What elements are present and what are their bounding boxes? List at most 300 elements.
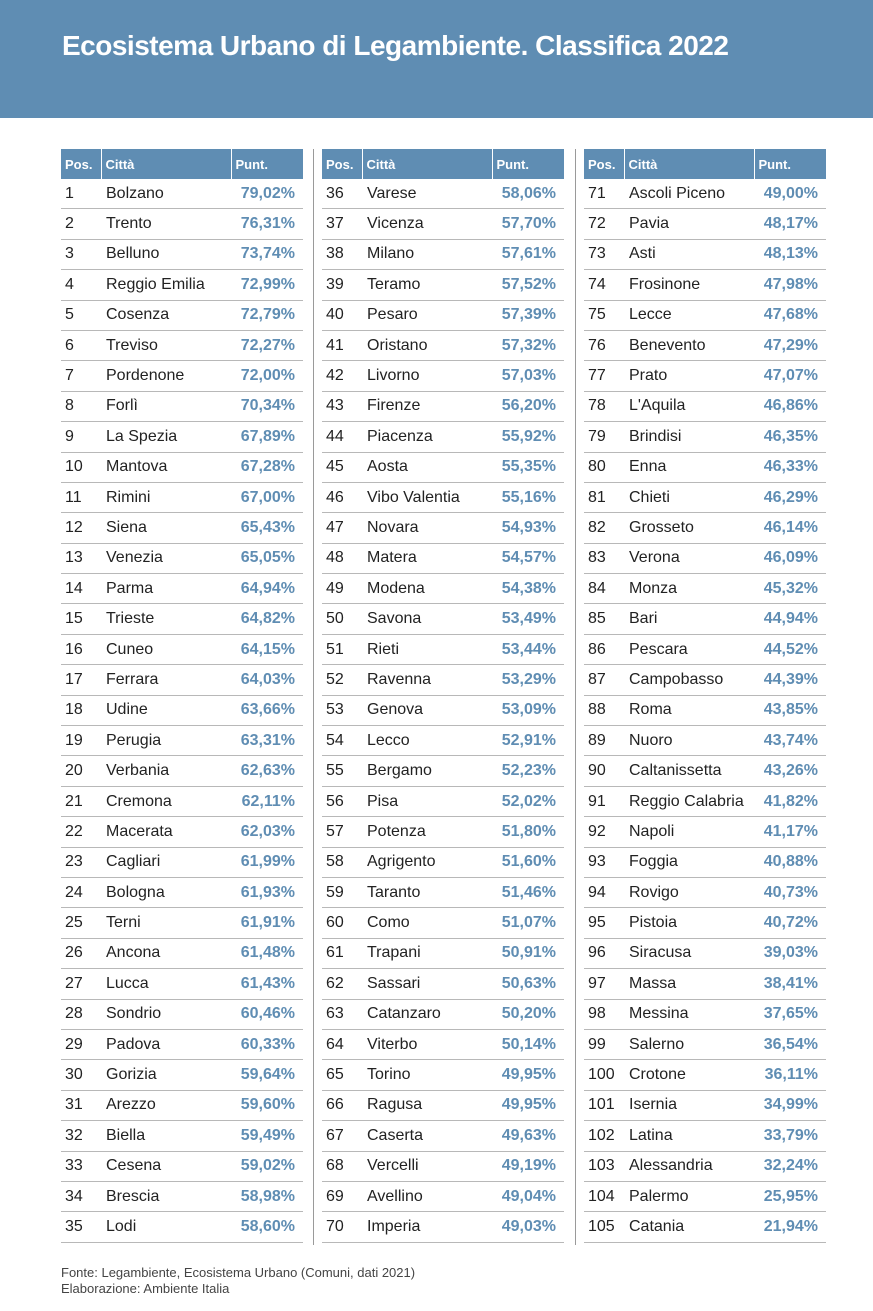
city-cell: Piacenza (362, 422, 492, 452)
score-cell: 58,06% (492, 179, 564, 209)
rank-cell: 11 (61, 482, 101, 512)
table-row (61, 786, 303, 816)
city-cell: Livorno (362, 361, 492, 391)
table-row (322, 574, 564, 604)
score-cell: 47,29% (754, 330, 826, 360)
score-cell: 46,29% (754, 482, 826, 512)
city-cell: Pavia (624, 209, 754, 239)
table-row (61, 756, 303, 786)
header-pos: Pos. (322, 149, 362, 179)
city-cell: Bergamo (362, 756, 492, 786)
score-cell: 50,14% (492, 1029, 564, 1059)
city-cell: Belluno (101, 239, 231, 269)
table-row (322, 239, 564, 269)
table-row (322, 938, 564, 968)
city-cell: Terni (101, 908, 231, 938)
table-row (584, 999, 826, 1029)
rank-cell: 56 (322, 786, 362, 816)
city-cell: Ascoli Piceno (624, 179, 754, 209)
rank-cell: 90 (584, 756, 624, 786)
score-cell: 57,32% (492, 330, 564, 360)
table-row (584, 452, 826, 482)
score-cell: 43,74% (754, 726, 826, 756)
table-row (61, 361, 303, 391)
city-cell: Cremona (101, 786, 231, 816)
score-cell: 57,61% (492, 239, 564, 269)
table-row (61, 634, 303, 664)
city-cell: Reggio Calabria (624, 786, 754, 816)
city-cell: Trento (101, 209, 231, 239)
city-cell: Rovigo (624, 877, 754, 907)
city-cell: Teramo (362, 270, 492, 300)
score-cell: 49,04% (492, 1181, 564, 1211)
table-row (584, 361, 826, 391)
city-cell: Campobasso (624, 665, 754, 695)
city-cell: Avellino (362, 1181, 492, 1211)
rank-cell: 30 (61, 1060, 101, 1090)
rank-cell: 25 (61, 908, 101, 938)
score-cell: 54,57% (492, 543, 564, 573)
rank-cell: 78 (584, 391, 624, 421)
score-cell: 61,43% (231, 969, 303, 999)
city-cell: Rieti (362, 634, 492, 664)
rank-cell: 15 (61, 604, 101, 634)
table-row (322, 1060, 564, 1090)
table-row (322, 1029, 564, 1059)
ranking-table-2 (322, 149, 564, 1243)
header-score: Punt. (231, 149, 303, 179)
score-cell: 51,80% (492, 817, 564, 847)
city-cell: Novara (362, 513, 492, 543)
table-row (61, 604, 303, 634)
city-cell: Pistoia (624, 908, 754, 938)
score-cell: 61,91% (231, 908, 303, 938)
rank-cell: 37 (322, 209, 362, 239)
city-cell: Genova (362, 695, 492, 725)
table-row (584, 1121, 826, 1151)
rank-cell: 43 (322, 391, 362, 421)
score-cell: 59,64% (231, 1060, 303, 1090)
table-row (322, 422, 564, 452)
table-row (584, 209, 826, 239)
city-cell: Crotone (624, 1060, 754, 1090)
table-row (584, 877, 826, 907)
table-row (584, 634, 826, 664)
table-row (322, 209, 564, 239)
table-row (584, 726, 826, 756)
city-cell: Rimini (101, 482, 231, 512)
rank-cell: 55 (322, 756, 362, 786)
city-cell: Pesaro (362, 300, 492, 330)
score-cell: 53,09% (492, 695, 564, 725)
table-row (322, 726, 564, 756)
city-cell: Oristano (362, 330, 492, 360)
table-row (322, 452, 564, 482)
score-cell: 61,48% (231, 938, 303, 968)
city-cell: Alessandria (624, 1151, 754, 1181)
score-cell: 34,99% (754, 1090, 826, 1120)
rank-cell: 51 (322, 634, 362, 664)
table-row (322, 786, 564, 816)
score-cell: 44,39% (754, 665, 826, 695)
table-row (584, 482, 826, 512)
city-cell: Taranto (362, 877, 492, 907)
table-row (322, 1181, 564, 1211)
city-cell: Latina (624, 1121, 754, 1151)
score-cell: 72,27% (231, 330, 303, 360)
city-cell: Viterbo (362, 1029, 492, 1059)
city-cell: Enna (624, 452, 754, 482)
score-cell: 53,29% (492, 665, 564, 695)
score-cell: 62,63% (231, 756, 303, 786)
city-cell: Vicenza (362, 209, 492, 239)
rank-cell: 32 (61, 1121, 101, 1151)
table-row (322, 300, 564, 330)
score-cell: 52,02% (492, 786, 564, 816)
table-row (584, 938, 826, 968)
rank-cell: 9 (61, 422, 101, 452)
score-cell: 61,93% (231, 877, 303, 907)
rank-cell: 60 (322, 908, 362, 938)
table-row (584, 1029, 826, 1059)
score-cell: 46,86% (754, 391, 826, 421)
rank-cell: 80 (584, 452, 624, 482)
city-cell: Pordenone (101, 361, 231, 391)
rank-cell: 28 (61, 999, 101, 1029)
table-row (584, 1060, 826, 1090)
city-cell: Cuneo (101, 634, 231, 664)
header-score: Punt. (492, 149, 564, 179)
city-cell: Foggia (624, 847, 754, 877)
table-row (61, 422, 303, 452)
table-row (584, 270, 826, 300)
header-pos: Pos. (584, 149, 624, 179)
table-row (61, 1121, 303, 1151)
score-cell: 46,33% (754, 452, 826, 482)
score-cell: 44,52% (754, 634, 826, 664)
table-row (322, 817, 564, 847)
score-cell: 21,94% (754, 1212, 826, 1242)
table-row (584, 330, 826, 360)
table-row (322, 513, 564, 543)
score-cell: 65,05% (231, 543, 303, 573)
rank-cell: 63 (322, 999, 362, 1029)
table-row (584, 756, 826, 786)
rank-cell: 72 (584, 209, 624, 239)
rank-cell: 97 (584, 969, 624, 999)
city-cell: Cosenza (101, 300, 231, 330)
table-row (61, 179, 303, 209)
rank-cell: 62 (322, 969, 362, 999)
table-row (322, 482, 564, 512)
rank-cell: 84 (584, 574, 624, 604)
score-cell: 62,11% (231, 786, 303, 816)
score-cell: 36,54% (754, 1029, 826, 1059)
rank-cell: 8 (61, 391, 101, 421)
score-cell: 59,02% (231, 1151, 303, 1181)
city-cell: Lecco (362, 726, 492, 756)
rank-cell: 75 (584, 300, 624, 330)
score-cell: 76,31% (231, 209, 303, 239)
score-cell: 41,82% (754, 786, 826, 816)
rank-cell: 86 (584, 634, 624, 664)
score-cell: 50,91% (492, 938, 564, 968)
table-row (61, 482, 303, 512)
table-row (584, 695, 826, 725)
city-cell: Grosseto (624, 513, 754, 543)
rank-cell: 99 (584, 1029, 624, 1059)
table-row (584, 513, 826, 543)
city-cell: Modena (362, 574, 492, 604)
rank-cell: 65 (322, 1060, 362, 1090)
rank-cell: 91 (584, 786, 624, 816)
rank-cell: 18 (61, 695, 101, 725)
table-row (584, 908, 826, 938)
table-row (61, 209, 303, 239)
score-cell: 65,43% (231, 513, 303, 543)
city-cell: Prato (624, 361, 754, 391)
table-row (584, 300, 826, 330)
table-row (584, 179, 826, 209)
city-cell: L'Aquila (624, 391, 754, 421)
score-cell: 54,38% (492, 574, 564, 604)
score-cell: 52,91% (492, 726, 564, 756)
rank-cell: 76 (584, 330, 624, 360)
city-cell: Ravenna (362, 665, 492, 695)
score-cell: 59,60% (231, 1090, 303, 1120)
city-cell: Treviso (101, 330, 231, 360)
score-cell: 64,82% (231, 604, 303, 634)
table-row (584, 239, 826, 269)
rank-cell: 40 (322, 300, 362, 330)
table-row (322, 391, 564, 421)
header-pos: Pos. (61, 149, 101, 179)
rank-cell: 21 (61, 786, 101, 816)
score-cell: 46,14% (754, 513, 826, 543)
score-cell: 64,15% (231, 634, 303, 664)
city-cell: Varese (362, 179, 492, 209)
rank-cell: 89 (584, 726, 624, 756)
score-cell: 51,46% (492, 877, 564, 907)
city-cell: Pescara (624, 634, 754, 664)
rank-cell: 33 (61, 1151, 101, 1181)
rank-cell: 10 (61, 452, 101, 482)
score-cell: 64,03% (231, 665, 303, 695)
source-note: Fonte: Legambiente, Ecosistema Urbano (Comuni, dati 2021) (61, 1265, 416, 1280)
city-cell: Reggio Emilia (101, 270, 231, 300)
city-cell: Ancona (101, 938, 231, 968)
rank-cell: 2 (61, 209, 101, 239)
table-row (322, 1151, 564, 1181)
score-cell: 43,85% (754, 695, 826, 725)
rank-cell: 98 (584, 999, 624, 1029)
rank-cell: 50 (322, 604, 362, 634)
table-header-row (61, 149, 303, 179)
city-cell: Isernia (624, 1090, 754, 1120)
rank-cell: 105 (584, 1212, 624, 1242)
table-header-row (322, 149, 564, 179)
table-row (322, 1121, 564, 1151)
score-cell: 63,31% (231, 726, 303, 756)
rank-cell: 61 (322, 938, 362, 968)
rank-cell: 58 (322, 847, 362, 877)
rank-cell: 74 (584, 270, 624, 300)
score-cell: 43,26% (754, 756, 826, 786)
header-city: Città (362, 149, 492, 179)
rank-cell: 82 (584, 513, 624, 543)
city-cell: Imperia (362, 1212, 492, 1242)
table-row (584, 665, 826, 695)
table-row (584, 574, 826, 604)
score-cell: 40,73% (754, 877, 826, 907)
table-row (584, 969, 826, 999)
city-cell: Cesena (101, 1151, 231, 1181)
city-cell: Sondrio (101, 999, 231, 1029)
city-cell: Trapani (362, 938, 492, 968)
table-row (322, 270, 564, 300)
city-cell: Lodi (101, 1212, 231, 1242)
city-cell: Bari (624, 604, 754, 634)
rank-cell: 69 (322, 1181, 362, 1211)
score-cell: 58,98% (231, 1181, 303, 1211)
score-cell: 37,65% (754, 999, 826, 1029)
rank-cell: 59 (322, 877, 362, 907)
table-row (61, 877, 303, 907)
rank-cell: 87 (584, 665, 624, 695)
score-cell: 55,35% (492, 452, 564, 482)
rank-cell: 88 (584, 695, 624, 725)
score-cell: 72,79% (231, 300, 303, 330)
rank-cell: 45 (322, 452, 362, 482)
city-cell: Caltanissetta (624, 756, 754, 786)
score-cell: 33,79% (754, 1121, 826, 1151)
table-row (61, 817, 303, 847)
city-cell: Lucca (101, 969, 231, 999)
rank-cell: 68 (322, 1151, 362, 1181)
table-row (322, 1212, 564, 1242)
footer-notes (61, 1265, 415, 1297)
table-row (584, 1151, 826, 1181)
score-cell: 64,94% (231, 574, 303, 604)
rank-cell: 104 (584, 1181, 624, 1211)
city-cell: Ragusa (362, 1090, 492, 1120)
score-cell: 47,98% (754, 270, 826, 300)
table-row (584, 786, 826, 816)
table-row (322, 999, 564, 1029)
header-city: Città (624, 149, 754, 179)
city-cell: Mantova (101, 452, 231, 482)
title-banner (0, 0, 873, 118)
rank-cell: 6 (61, 330, 101, 360)
city-cell: Verbania (101, 756, 231, 786)
rank-cell: 52 (322, 665, 362, 695)
rank-cell: 77 (584, 361, 624, 391)
table-row (61, 543, 303, 573)
rank-cell: 100 (584, 1060, 624, 1090)
table-row (584, 422, 826, 452)
table-row (322, 634, 564, 664)
ranking-table-1 (61, 149, 303, 1243)
city-cell: Cagliari (101, 847, 231, 877)
table-row (322, 361, 564, 391)
city-cell: Monza (624, 574, 754, 604)
city-cell: Trieste (101, 604, 231, 634)
rank-cell: 94 (584, 877, 624, 907)
rank-cell: 24 (61, 877, 101, 907)
score-cell: 46,35% (754, 422, 826, 452)
table-row (61, 1090, 303, 1120)
city-cell: Bologna (101, 877, 231, 907)
rank-cell: 26 (61, 938, 101, 968)
city-cell: Matera (362, 543, 492, 573)
score-cell: 72,99% (231, 270, 303, 300)
score-cell: 40,72% (754, 908, 826, 938)
header-score: Punt. (754, 149, 826, 179)
rank-cell: 31 (61, 1090, 101, 1120)
rank-cell: 7 (61, 361, 101, 391)
rank-cell: 14 (61, 574, 101, 604)
rank-cell: 47 (322, 513, 362, 543)
table-row (61, 300, 303, 330)
score-cell: 67,89% (231, 422, 303, 452)
city-cell: Napoli (624, 817, 754, 847)
page-title: Ecosistema Urbano di Legambiente. Classifica 2022 (62, 30, 729, 61)
rank-cell: 96 (584, 938, 624, 968)
header-city: Città (101, 149, 231, 179)
city-cell: Macerata (101, 817, 231, 847)
city-cell: Gorizia (101, 1060, 231, 1090)
city-cell: Parma (101, 574, 231, 604)
city-cell: Torino (362, 1060, 492, 1090)
city-cell: Bolzano (101, 179, 231, 209)
rank-cell: 93 (584, 847, 624, 877)
score-cell: 59,49% (231, 1121, 303, 1151)
rank-cell: 35 (61, 1212, 101, 1242)
rank-cell: 42 (322, 361, 362, 391)
rank-cell: 57 (322, 817, 362, 847)
table-row (61, 938, 303, 968)
city-cell: Venezia (101, 543, 231, 573)
city-cell: Aosta (362, 452, 492, 482)
table-row (322, 756, 564, 786)
rank-cell: 83 (584, 543, 624, 573)
table-row (61, 1151, 303, 1181)
score-cell: 79,02% (231, 179, 303, 209)
city-cell: Catanzaro (362, 999, 492, 1029)
score-cell: 44,94% (754, 604, 826, 634)
score-cell: 47,07% (754, 361, 826, 391)
rank-cell: 66 (322, 1090, 362, 1120)
rank-cell: 41 (322, 330, 362, 360)
rank-cell: 22 (61, 817, 101, 847)
table-row (61, 847, 303, 877)
rank-cell: 36 (322, 179, 362, 209)
city-cell: Siracusa (624, 938, 754, 968)
score-cell: 36,11% (754, 1060, 826, 1090)
table-row (322, 847, 564, 877)
table-row (584, 604, 826, 634)
table-row (584, 391, 826, 421)
rank-cell: 16 (61, 634, 101, 664)
table-row (584, 1212, 826, 1242)
table-row (322, 604, 564, 634)
table-row (61, 999, 303, 1029)
rank-cell: 19 (61, 726, 101, 756)
score-cell: 40,88% (754, 847, 826, 877)
score-cell: 38,41% (754, 969, 826, 999)
city-cell: Como (362, 908, 492, 938)
table-row (61, 1029, 303, 1059)
